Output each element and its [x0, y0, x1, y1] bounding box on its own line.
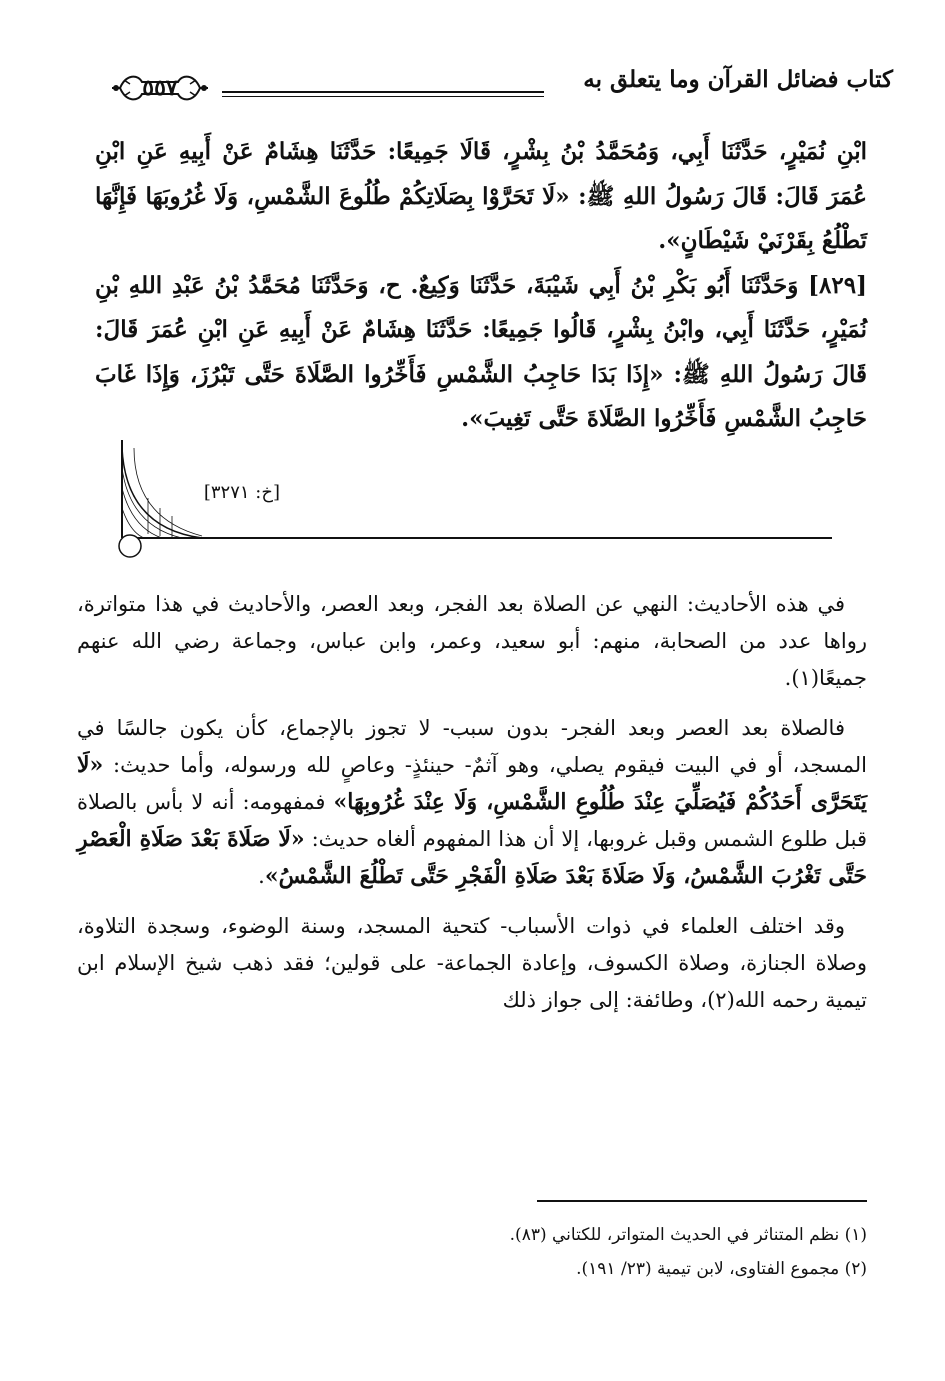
footnote-separator	[537, 1200, 867, 1202]
quoted-hadith: «لَا صَلَاةَ بَعْدَ صَلَاةِ الْعَصْرِ حَتَّى تَغْرُبَ الشَّمْسُ، وَلَا صَلَاةَ بَعْدَ صَلَاةِ الْفَجْرِ حَتَّى تَطْلُعَ الشَّمْسُ»	[77, 826, 867, 890]
footnote-2: (٢) مجموع الفتاوى، لابن تيمية (٢٣/ ١٩١).	[576, 1259, 867, 1279]
hadith-text-block	[95, 130, 867, 442]
footnotes	[77, 1218, 867, 1286]
header-rule-thin	[222, 96, 544, 97]
page-number-ornament	[110, 70, 210, 106]
hadith-reference: [خ: ٣٢٧١]	[203, 482, 280, 503]
commentary-paragraph-1: في هذه الأحاديث: النهي عن الصلاة بعد الفجر، وبعد العصر، والأحاديث في هذا متواترة، رواها عدد من الصحابة، منهم: أبو سعيد، وعمر، وابن عباس، وجماعة رضي الله عنهم جميعًا(١).	[77, 592, 867, 691]
page-number: ٥٥٧	[142, 75, 178, 101]
header-rule	[222, 91, 544, 93]
running-header-title: كتاب فضائل القرآن وما يتعلق به	[583, 66, 893, 93]
footnote-1: (١) نظم المتناثر في الحديث المتواتر، للكتاني (٨٣).	[509, 1225, 867, 1245]
commentary-text: فالصلاة بعد العصر وبعد الفجر- بدون سبب- لا تجوز بالإجماع، كأن يكون جالسًا في المسجد، أو في البيت فيقوم يصلي، وهو آثمٌ- حينئذٍ- وعاصٍ لله ورسوله، وأما حديث:	[77, 715, 867, 777]
hadith-paragraph-1: ابْنِ نُمَيْرٍ، حَدَّثَنَا أَبِي، وَمُحَمَّدُ بْنُ بِشْرٍ، قَالَا جَمِيعًا: حَدَّثَنَا هِشَامٌ عَنْ أَبِيهِ عَنِ ابْنِ عُمَرَ قَالَ: قَالَ رَسُولُ اللهِ ﷺ: «لَا تَحَرَّوْا بِصَلَاتِكُمْ طُلُوعَ الشَّمْسِ، وَلَا غُرُوبَهَا فَإِنَّهَا تَطْلُعُ بِقَرْنَيْ شَيْطَانٍ».	[95, 138, 867, 254]
commentary-block	[77, 586, 867, 1031]
quoted-hadith: «لَا يَتَحَرَّى أَحَدُكُمْ فَيُصَلِّيَ عِنْدَ طُلُوعِ الشَّمْسِ، وَلَا عِنْدَ غُرُوبِهَا»	[77, 751, 868, 816]
hadith-paragraph-2: [٨٢٩] وَحَدَّثَنَا أَبُو بَكْرِ بْنُ أَبِي شَيْبَةَ، حَدَّثَنَا وَكِيعٌ. ح، وَحَدَّثَنَا مُحَمَّدُ بْنُ عَبْدِ اللهِ بْنِ نُمَيْرٍ، حَدَّثَنَا أَبِي، وابْنُ بِشْرٍ، قَالُوا جَمِيعًا: حَدَّثَنَا هِشَامٌ عَنْ أَبِيهِ عَنِ ابْنِ عُمَرَ قَالَ: قَالَ رَسُولُ اللهِ ﷺ: «إِذَا بَدَا حَاجِبُ الشَّمْسِ فَأَخِّرُوا الصَّلَاةَ حَتَّى تَبْرُزَ، وَإِذَا غَابَ حَاجِبُ الشَّمْسِ فَأَخِّرُوا الصَّلَاةَ حَتَّى تَغِيبَ».	[95, 271, 867, 432]
commentary-text: فمفهومه: أنه لا بأس بالصلاة قبل طلوع الشمس وقبل غروبها، إلا أن هذا المفهوم ألغاه حديث:	[77, 790, 867, 852]
commentary-paragraph-3: وقد اختلف العلماء في ذوات الأسباب- كتحية المسجد، وسنة الوضوء، وسجدة التلاوة، وصلاة الجنازة، وصلاة الكسوف، وإعادة الجماعة- على قولين؛ فقد ذهب شيخ الإسلام ابن تيمية رحمه الله(٢)، وطائفة: إلى جواز ذلك	[77, 913, 867, 1013]
commentary-text: .	[258, 864, 265, 889]
commentary-paragraph-2	[77, 710, 867, 896]
